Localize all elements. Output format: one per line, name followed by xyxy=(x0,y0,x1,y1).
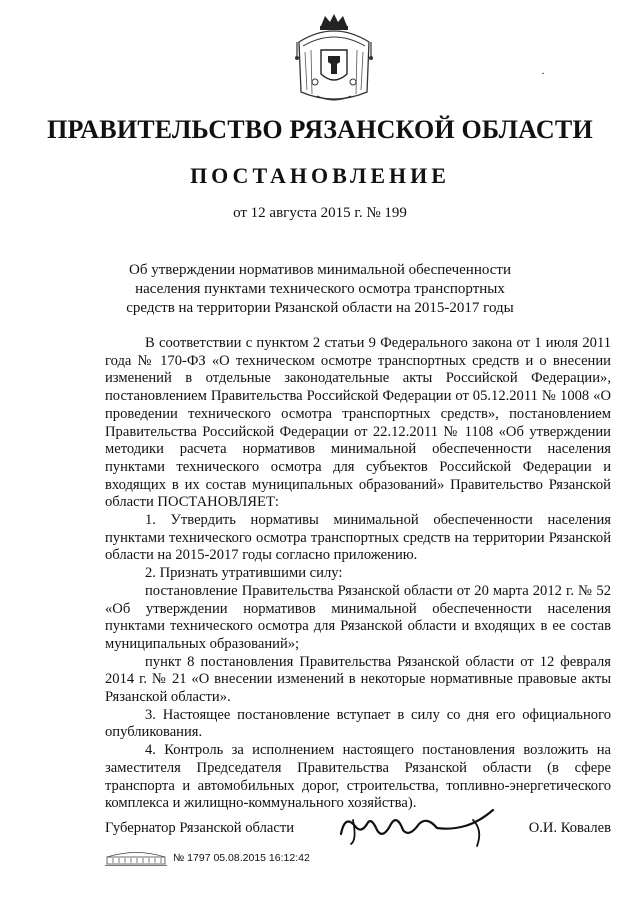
handwritten-signature xyxy=(333,800,503,850)
scan-mark: · xyxy=(541,66,545,80)
document-title xyxy=(120,261,520,318)
item-2b-paragraph: пункт 8 постановления Правительства Рязанской области от 12 февраля 2014 г. № 21 «О внесении изменений в некоторые нормативные правовые акты Рязанской области». xyxy=(105,653,611,706)
title-line: Об утверждении нормативов минимальной обеспеченности xyxy=(129,262,511,278)
item-2-paragraph: 2. Признать утратившими силу: xyxy=(145,565,343,582)
signature-block xyxy=(105,818,611,848)
registration-number: № 1797 05.08.2015 16:12:42 xyxy=(173,852,310,864)
title-line: населения пунктами технического осмотра транспортных xyxy=(135,281,505,297)
item-4-paragraph: 4. Контроль за исполнением настоящего постановления возложить на заместителя Председателя Правительства Рязанской области (в сфере транспорта и автомобильных дорог, строительства, топливно-энергетического комплекса и жилищно-коммунального хозяйства). xyxy=(105,742,611,812)
office-stamp-icon xyxy=(105,850,167,866)
document-body xyxy=(105,335,611,813)
item-3-paragraph: 3. Настоящее постановление вступает в силу со дня его официального опубликования. xyxy=(105,706,611,741)
title-line: средств на территории Рязанской области на 2015-2017 годы xyxy=(126,300,514,316)
signatory-name: О.И. Ковалев xyxy=(528,820,611,836)
document-type-heading: ПОСТАНОВЛЕНИЕ xyxy=(190,163,450,188)
preamble-paragraph: В соответствии с пунктом 2 статьи 9 Федерального закона от 1 июля 2011 года № 170-ФЗ «О техническом осмотре транспортных средств и о внесении изменений в отдельные законодательные акты Российской Федерации», постановлением Правительства Российской Федерации от 05.12.2011 № 1008 «О проведении технического осмотра транспортных средств», постановлением Правительства Российской Федерации от 22.12.2011 № 1108 «Об утверждении методики расчета нормативов минимальной обеспеченности населения пунктами технического осмотра для субъектов Российской Федерации и входящих в их состав муниципальных образований» Правительство Рязанской области ПОСТАНОВЛЯЕТ: xyxy=(105,335,611,511)
organization-heading: ПРАВИТЕЛЬСТВО РЯЗАНСКОЙ ОБЛАСТИ xyxy=(47,115,593,144)
item-2a-paragraph: постановление Правительства Рязанской области от 20 марта 2012 г. № 52 «Об утверждении нормативов минимальной обеспеченности населения пунктами технического осмотра для Рязанской области и входящих в ее состав муниципальных образований»; xyxy=(105,582,611,652)
coat-of-arms-emblem xyxy=(293,12,375,110)
signatory-position: Губернатор Рязанской области xyxy=(105,820,295,836)
item-1-paragraph: 1. Утвердить нормативы минимальной обеспеченности населения пунктами технического осмотра транспортных средств на территории Рязанской области на 2015-2017 годы согласно приложению. xyxy=(105,512,611,564)
document-date-number: от 12 августа 2015 г. № 199 xyxy=(233,205,407,221)
